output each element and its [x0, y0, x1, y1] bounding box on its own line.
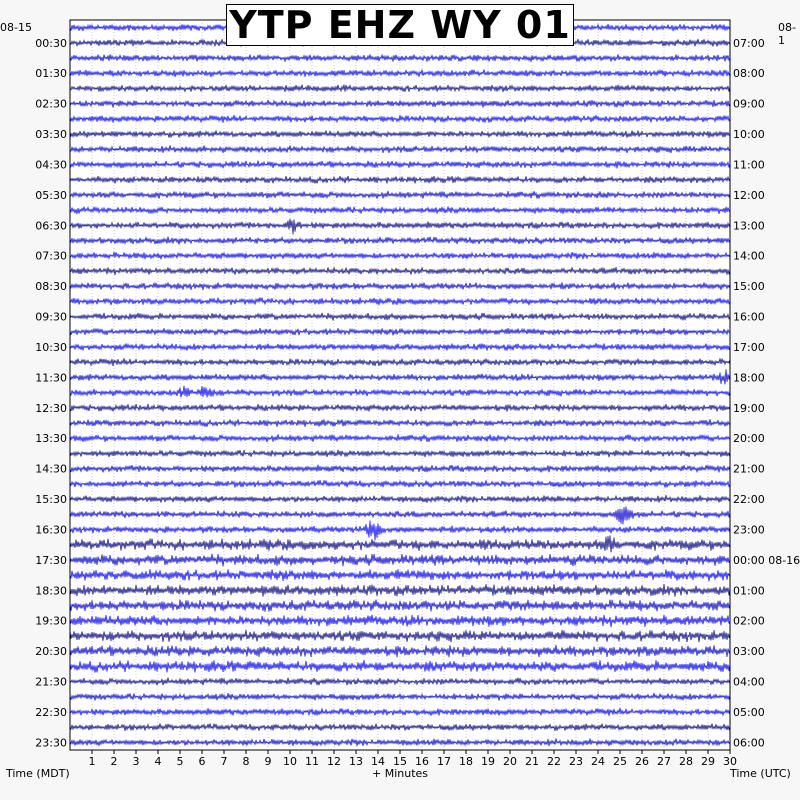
date-left-label: 08-15 [0, 21, 32, 34]
x-tick-label: 24 [591, 755, 605, 768]
right-time-label: 14:00 [733, 249, 765, 263]
right-time-label: 10:00 [733, 128, 765, 142]
right-time-label: 06:00 [733, 736, 765, 750]
x-tick-label: 15 [393, 755, 407, 768]
x-tick-label: 12 [327, 755, 341, 768]
x-tick-label: 6 [198, 755, 206, 768]
right-time-label: 18:00 [733, 371, 765, 385]
left-time-label: 14:30 [35, 462, 67, 476]
x-tick-label: 28 [679, 755, 693, 768]
x-tick-label: 23 [569, 755, 583, 768]
x-axis-ticks [89, 750, 738, 768]
left-time-label: 16:30 [35, 523, 67, 537]
x-tick-label: 2 [110, 755, 118, 768]
right-time-label: 02:00 [733, 614, 765, 628]
x-tick-label: 17 [437, 755, 451, 768]
right-time-label: 13:00 [733, 219, 765, 233]
date-right-label: 08-1 [778, 21, 796, 47]
x-tick-label: 25 [613, 755, 627, 768]
x-tick-label: 4 [154, 755, 162, 768]
x-tick-label: 10 [283, 755, 297, 768]
right-time-label: 21:00 [733, 462, 765, 476]
x-tick-label: 11 [305, 755, 319, 768]
left-time-labels [35, 37, 67, 750]
right-time-label: 09:00 [733, 97, 765, 111]
left-time-label: 07:30 [35, 249, 67, 263]
left-time-label: 11:30 [35, 371, 67, 385]
right-time-label: 03:00 [733, 645, 765, 659]
left-time-label: 08:30 [35, 280, 67, 294]
x-tick-label: 29 [701, 755, 715, 768]
x-tick-label: 14 [371, 755, 385, 768]
left-time-label: 19:30 [35, 614, 67, 628]
x-tick-label: 8 [242, 755, 250, 768]
left-time-label: 10:30 [35, 340, 67, 354]
x-tick-label: 19 [481, 755, 495, 768]
x-tick-label: 16 [415, 755, 429, 768]
x-axis-label-center: + Minutes [372, 767, 429, 780]
x-tick-label: 18 [459, 755, 473, 768]
x-tick-label: 21 [525, 755, 539, 768]
x-tick-label: 22 [547, 755, 561, 768]
left-time-label: 05:30 [35, 188, 67, 202]
left-time-label: 06:30 [35, 219, 67, 233]
x-tick-label: 26 [635, 755, 649, 768]
left-time-label: 00:30 [35, 36, 67, 50]
right-time-labels [733, 37, 800, 750]
right-time-label: 11:00 [733, 158, 765, 172]
right-time-label: 16:00 [733, 310, 765, 324]
x-tick-label: 30 [723, 755, 737, 768]
left-time-label: 09:30 [35, 310, 67, 324]
x-axis-label-left: Time (MDT) [6, 767, 70, 780]
right-time-label: 12:00 [733, 188, 765, 202]
left-time-label: 22:30 [35, 705, 67, 719]
right-time-label: 15:00 [733, 280, 765, 294]
right-time-label: 19:00 [733, 401, 765, 415]
left-time-label: 04:30 [35, 158, 67, 172]
x-tick-label: 20 [503, 755, 517, 768]
x-tick-label: 9 [264, 755, 272, 768]
left-time-label: 23:30 [35, 736, 67, 750]
right-time-label: 05:00 [733, 705, 765, 719]
left-time-label: 20:30 [35, 645, 67, 659]
x-tick-label: 3 [132, 755, 140, 768]
right-time-label: 00:00 08-16 [733, 553, 800, 567]
left-time-label: 13:30 [35, 432, 67, 446]
left-time-label: 03:30 [35, 128, 67, 142]
right-time-label: 20:00 [733, 432, 765, 446]
title-box [226, 4, 574, 46]
left-time-label: 17:30 [35, 553, 67, 567]
x-tick-label: 27 [657, 755, 671, 768]
right-time-label: 22:00 [733, 493, 765, 507]
left-time-label: 18:30 [35, 584, 67, 598]
x-tick-label: 5 [176, 755, 184, 768]
left-time-label: 12:30 [35, 401, 67, 415]
right-time-label: 01:00 [733, 584, 765, 598]
left-time-label: 21:30 [35, 675, 67, 689]
left-time-label: 02:30 [35, 97, 67, 111]
x-tick-label: 13 [349, 755, 363, 768]
right-time-label: 08:00 [733, 67, 765, 81]
chart-title: YTP EHZ WY 01 [229, 3, 571, 47]
right-time-label: 07:00 [733, 36, 765, 50]
right-time-label: 23:00 [733, 523, 765, 537]
right-time-label: 04:00 [733, 675, 765, 689]
left-time-label: 15:30 [35, 493, 67, 507]
left-time-label: 01:30 [35, 67, 67, 81]
x-axis-label-right: Time (UTC) [730, 767, 791, 780]
right-time-label: 17:00 [733, 340, 765, 354]
x-tick-label: 1 [88, 755, 96, 768]
x-tick-label: 7 [220, 755, 228, 768]
